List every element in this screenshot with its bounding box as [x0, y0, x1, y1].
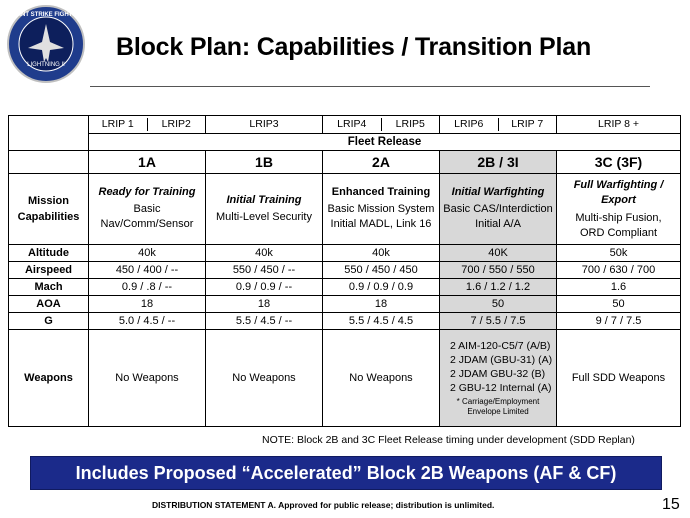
- fleet-release-header: Fleet Release: [89, 134, 681, 151]
- row-label: G: [9, 313, 89, 330]
- weapons-cell-2b: [440, 330, 557, 427]
- timing-note: NOTE: Block 2B and 3C Fleet Release timing under development (SDD Replan): [262, 434, 635, 446]
- weapon-line: 2 JDAM GBU-32 (B): [450, 368, 546, 380]
- block-header: 2B / 3I: [440, 151, 557, 174]
- weapon-line: 2 GBU-12 Internal (A): [450, 382, 552, 394]
- mach-row: [9, 279, 681, 296]
- altitude-row: [9, 245, 681, 262]
- value-cell: 40k: [323, 245, 440, 262]
- value-cell: 9 / 7 / 7.5: [557, 313, 681, 330]
- capability-heading: Initial Warfighting: [451, 186, 545, 198]
- row-label: Mach: [9, 279, 89, 296]
- block-header: 1B: [206, 151, 323, 174]
- lrip-label: LRIP5: [395, 118, 425, 130]
- blocks-corner: [9, 151, 89, 174]
- weapons-cell: No Weapons: [89, 330, 206, 427]
- value-cell: 18: [206, 296, 323, 313]
- weapon-footnote: * Carriage/Employment Envelope Limited: [456, 397, 540, 416]
- block-plan-table-wrap: [8, 115, 680, 427]
- lrip-label: LRIP6: [454, 118, 484, 130]
- value-cell: 5.5 / 4.5 / 4.5: [323, 313, 440, 330]
- capability-heading: Full Warfighting / Export: [573, 178, 664, 206]
- page-number: 15: [662, 496, 680, 513]
- value-cell: 50: [440, 296, 557, 313]
- value-cell: 40k: [89, 245, 206, 262]
- lrip-cell-2a: [323, 116, 440, 134]
- jsf-logo: [6, 4, 86, 84]
- lrip-row: [9, 116, 681, 134]
- value-cell: 40K: [440, 245, 557, 262]
- weapon-line: 2 JDAM (GBU-31) (A): [450, 354, 553, 366]
- capability-cell: [89, 174, 206, 245]
- capability-cell: [440, 174, 557, 245]
- lrip-label: LRIP4: [337, 118, 367, 130]
- g-row: [9, 313, 681, 330]
- lrip-cell-1a: [89, 116, 206, 134]
- value-cell: 700 / 630 / 700: [557, 262, 681, 279]
- lrip-cell-1b: LRIP3: [206, 116, 323, 134]
- weapons-cell: No Weapons: [206, 330, 323, 427]
- capability-line: Basic Mission System: [327, 203, 435, 215]
- page-title: Block Plan: Capabilities / Transition Plan: [116, 33, 592, 61]
- capability-line: Basic CAS/Interdiction: [443, 203, 553, 215]
- weapons-row: [9, 330, 681, 427]
- lrip-label: LRIP 7: [511, 118, 544, 130]
- row-label: Altitude: [9, 245, 89, 262]
- value-cell: 50k: [557, 245, 681, 262]
- airspeed-row: [9, 262, 681, 279]
- value-cell: 1.6: [557, 279, 681, 296]
- block-header: 1A: [89, 151, 206, 174]
- mission-row: [9, 174, 681, 245]
- row-label: Mission Capabilities: [9, 174, 89, 245]
- block-header: 2A: [323, 151, 440, 174]
- value-cell: 5.0 / 4.5 / --: [89, 313, 206, 330]
- aoa-row: [9, 296, 681, 313]
- capability-line: Basic: [133, 203, 161, 215]
- value-cell: 5.5 / 4.5 / --: [206, 313, 323, 330]
- lrip-label: LRIP 1: [101, 118, 134, 130]
- capability-line: Multi-Level Security: [216, 210, 312, 223]
- capability-line: Nav/Comm/Sensor: [100, 218, 194, 230]
- capability-line: ORD Compliant: [579, 226, 658, 239]
- row-label: AOA: [9, 296, 89, 313]
- value-cell: 0.9 / .8 / --: [89, 279, 206, 296]
- jsf-lightning-ii-logo-icon: [6, 4, 86, 84]
- block-plan-table: [8, 115, 681, 427]
- value-cell: 50: [557, 296, 681, 313]
- value-cell: 0.9 / 0.9 / 0.9: [323, 279, 440, 296]
- value-cell: 700 / 550 / 550: [440, 262, 557, 279]
- capability-cell: [557, 174, 681, 245]
- weapons-cell: No Weapons: [323, 330, 440, 427]
- capability-line: Initial MADL, Link 16: [330, 218, 432, 230]
- banner-text: Includes Proposed “Accelerated” Block 2B Weapons (AF & CF): [75, 462, 617, 483]
- capability-line: Multi-ship Fusion,: [575, 211, 662, 224]
- logo-name-text: LIGHTNING II: [27, 62, 65, 68]
- row-label: Airspeed: [9, 262, 89, 279]
- title-divider: [90, 86, 650, 87]
- weapons-cell: Full SDD Weapons: [557, 330, 681, 427]
- capability-cell: [206, 174, 323, 245]
- lrip-cell-3c: LRIP 8 +: [557, 116, 681, 134]
- value-cell: 18: [323, 296, 440, 313]
- accelerated-weapons-banner: [30, 456, 662, 490]
- value-cell: 450 / 400 / --: [89, 262, 206, 279]
- block-header: 3C (3F): [557, 151, 681, 174]
- value-cell: 18: [89, 296, 206, 313]
- blocks-row: [9, 151, 681, 174]
- value-cell: 40k: [206, 245, 323, 262]
- logo-top-text: JOINT STRIKE FIGHTER: [11, 12, 81, 18]
- value-cell: 550 / 450 / 450: [323, 262, 440, 279]
- value-cell: 0.9 / 0.9 / --: [206, 279, 323, 296]
- fleet-release-row: [9, 134, 681, 151]
- lrip-cell-2b: [440, 116, 557, 134]
- row-label: Weapons: [9, 330, 89, 427]
- value-cell: 550 / 450 / --: [206, 262, 323, 279]
- capability-line: Initial A/A: [475, 218, 521, 230]
- capability-heading: Ready for Training: [98, 186, 196, 198]
- value-cell: 1.6 / 1.2 / 1.2: [440, 279, 557, 296]
- capability-cell: [323, 174, 440, 245]
- capability-heading: Initial Training: [226, 193, 302, 206]
- lrip-label: LRIP2: [161, 118, 191, 130]
- capability-heading: Enhanced Training: [331, 186, 431, 198]
- value-cell: 7 / 5.5 / 7.5: [440, 313, 557, 330]
- weapon-line: 2 AIM-120-C5/7 (A/B): [450, 340, 551, 352]
- distribution-statement: DISTRIBUTION STATEMENT A. Approved for public release; distribution is unlimited.: [152, 500, 495, 510]
- corner-cell: [9, 116, 89, 151]
